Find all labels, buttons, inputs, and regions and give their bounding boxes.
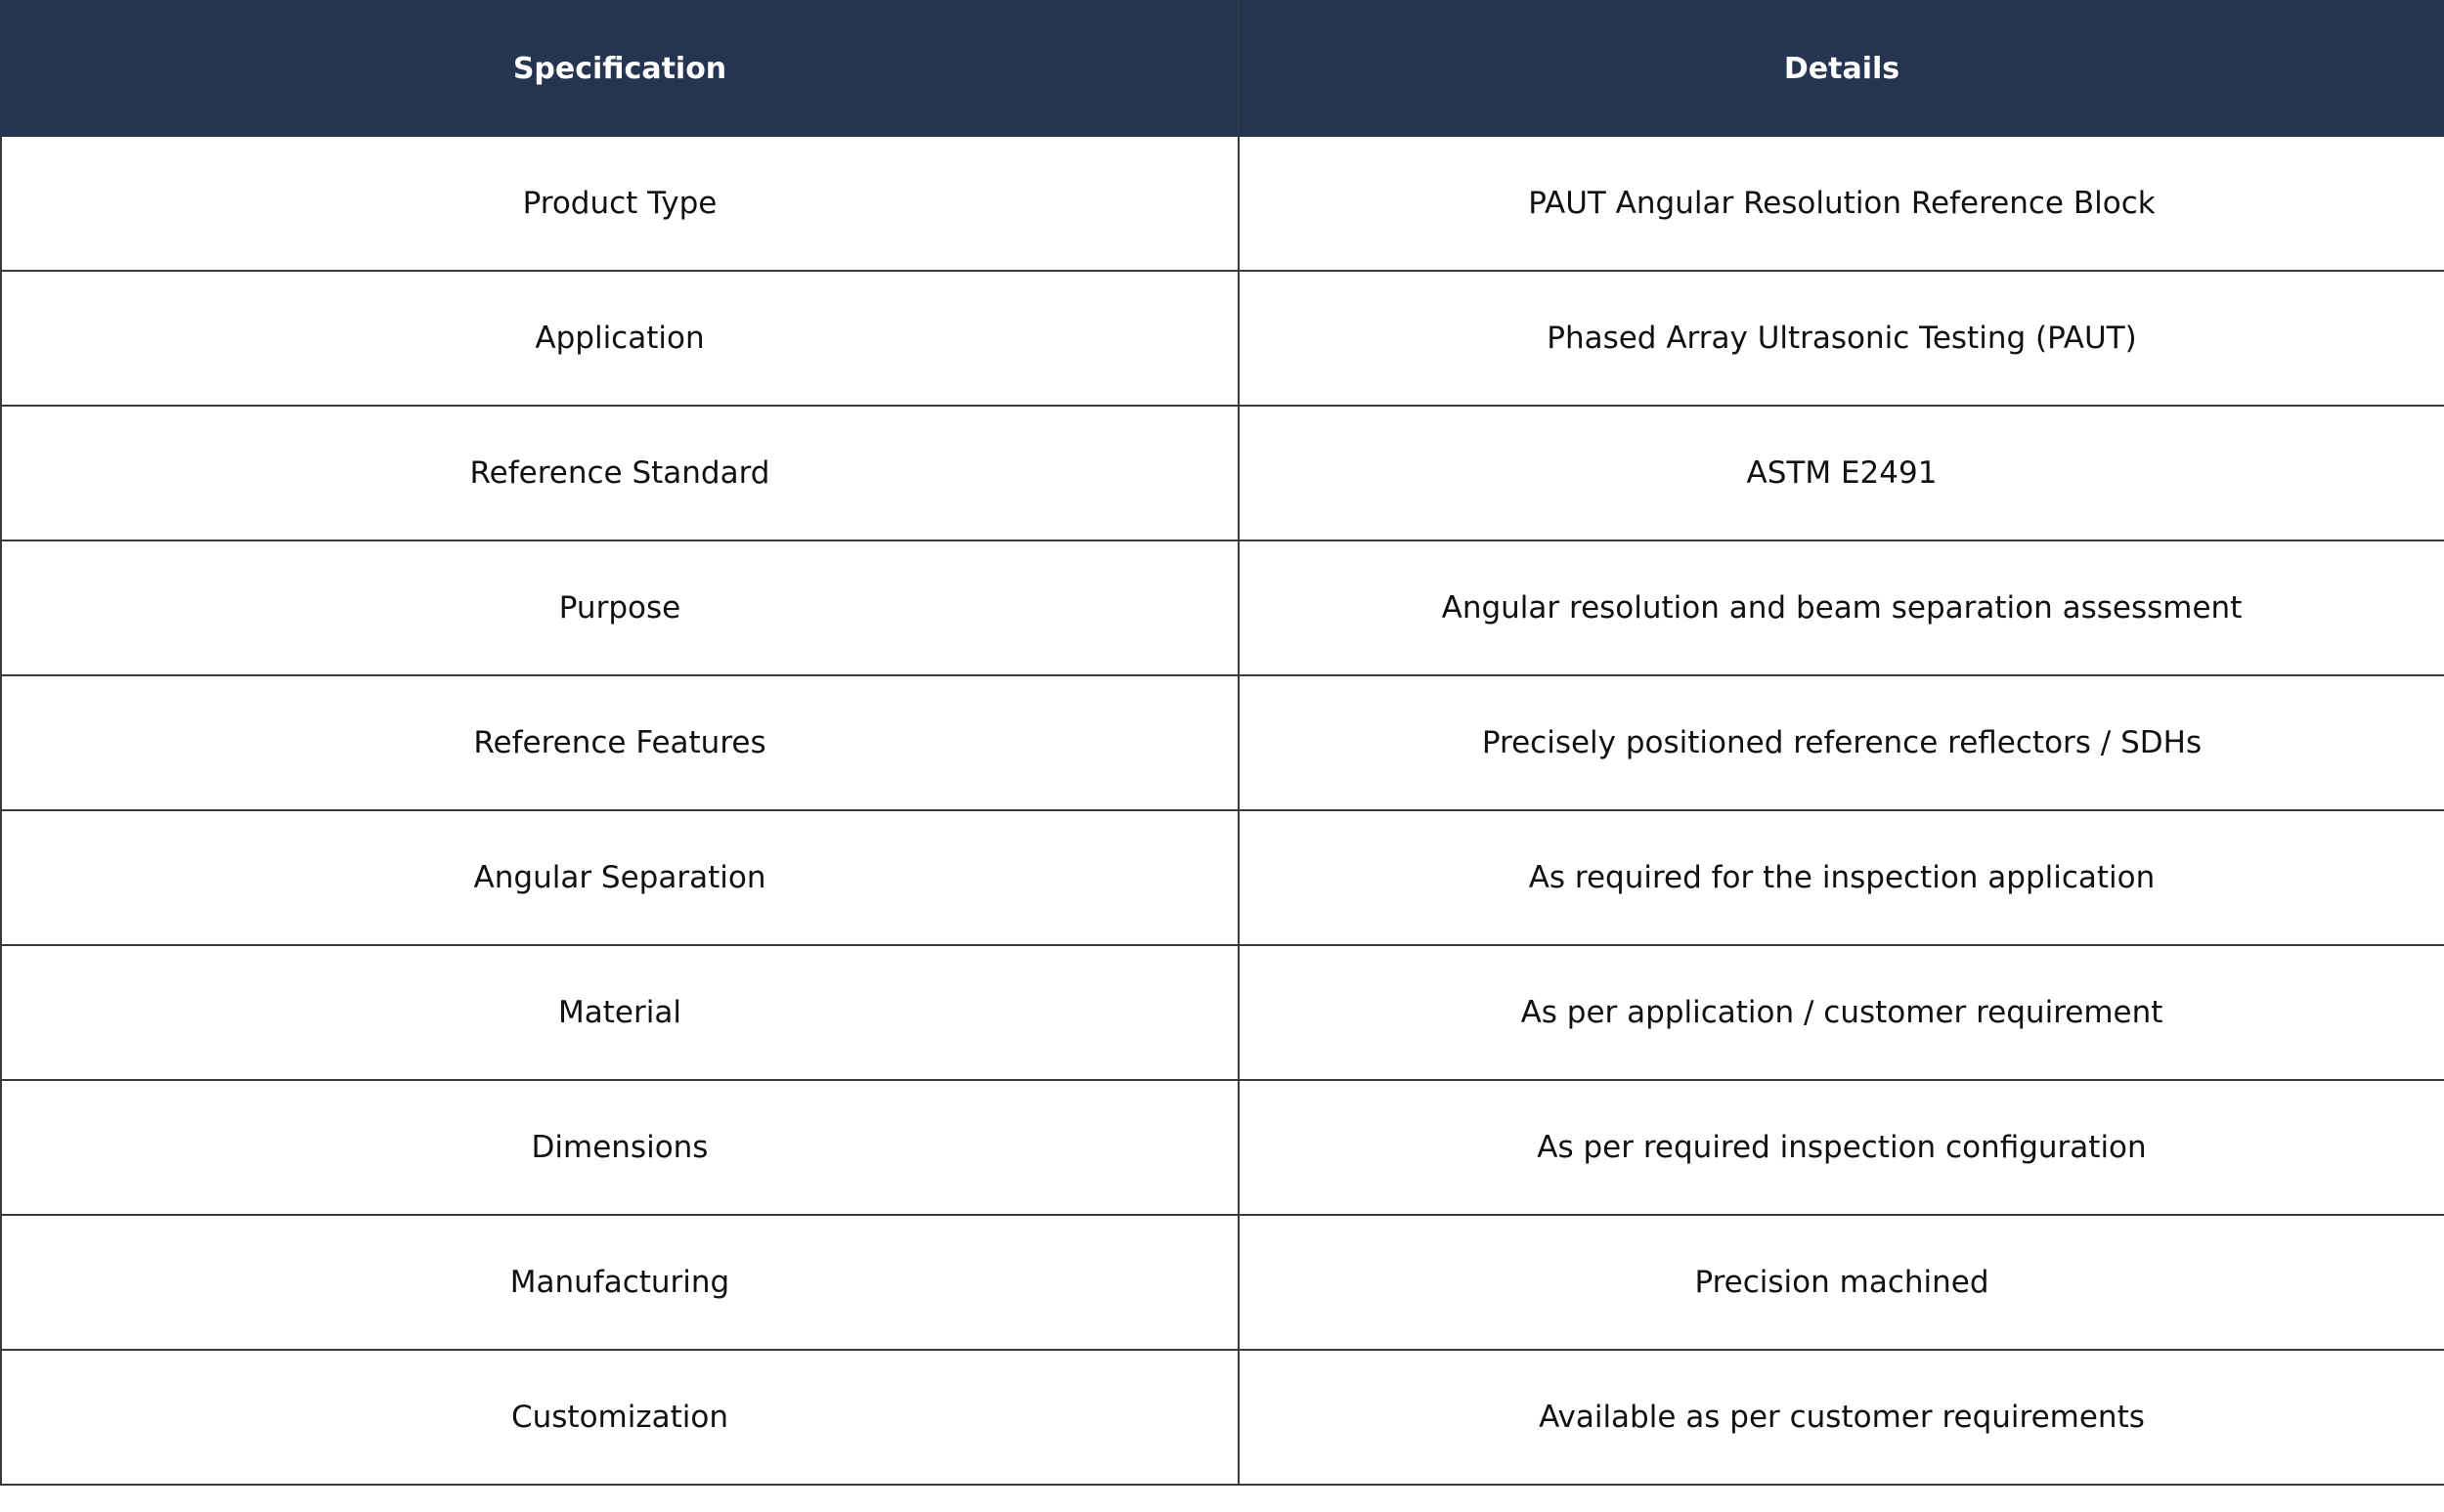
table-row [1, 1350, 2444, 1485]
spec-cell: Angular Separation [1, 810, 1239, 945]
table-row [1, 406, 2444, 540]
details-cell: As required for the inspection application [1239, 810, 2444, 945]
spec-cell: Customization [1, 1350, 1239, 1485]
details-cell: Phased Array Ultrasonic Testing (PAUT) [1239, 271, 2444, 406]
table-row [1, 675, 2444, 810]
spec-cell: Material [1, 945, 1239, 1080]
details-cell: As per application / customer requirement [1239, 945, 2444, 1080]
details-cell: Precisely positioned reference reflectors / SDHs [1239, 675, 2444, 810]
details-cell: Angular resolution and beam separation assessment [1239, 540, 2444, 675]
spec-cell: Manufacturing [1, 1215, 1239, 1350]
spec-cell: Purpose [1, 540, 1239, 675]
table-header [1, 1, 2444, 136]
spec-cell: Product Type [1, 136, 1239, 271]
spec-cell: Reference Features [1, 675, 1239, 810]
header-specification: Specification [1, 1, 1239, 136]
table-body [1, 136, 2444, 1485]
details-cell: PAUT Angular Resolution Reference Block [1239, 136, 2444, 271]
header-row [1, 1, 2444, 136]
table-row [1, 810, 2444, 945]
table-row [1, 271, 2444, 406]
spec-cell: Application [1, 271, 1239, 406]
spec-cell: Reference Standard [1, 406, 1239, 540]
details-cell: As per required inspection configuration [1239, 1080, 2444, 1215]
details-cell: Precision machined [1239, 1215, 2444, 1350]
table-row [1, 136, 2444, 271]
table-row [1, 1215, 2444, 1350]
table-row [1, 945, 2444, 1080]
table-row [1, 1080, 2444, 1215]
details-cell: Available as per customer requirements [1239, 1350, 2444, 1485]
header-details: Details [1239, 1, 2444, 136]
details-cell: ASTM E2491 [1239, 406, 2444, 540]
table-row [1, 540, 2444, 675]
spec-cell: Dimensions [1, 1080, 1239, 1215]
